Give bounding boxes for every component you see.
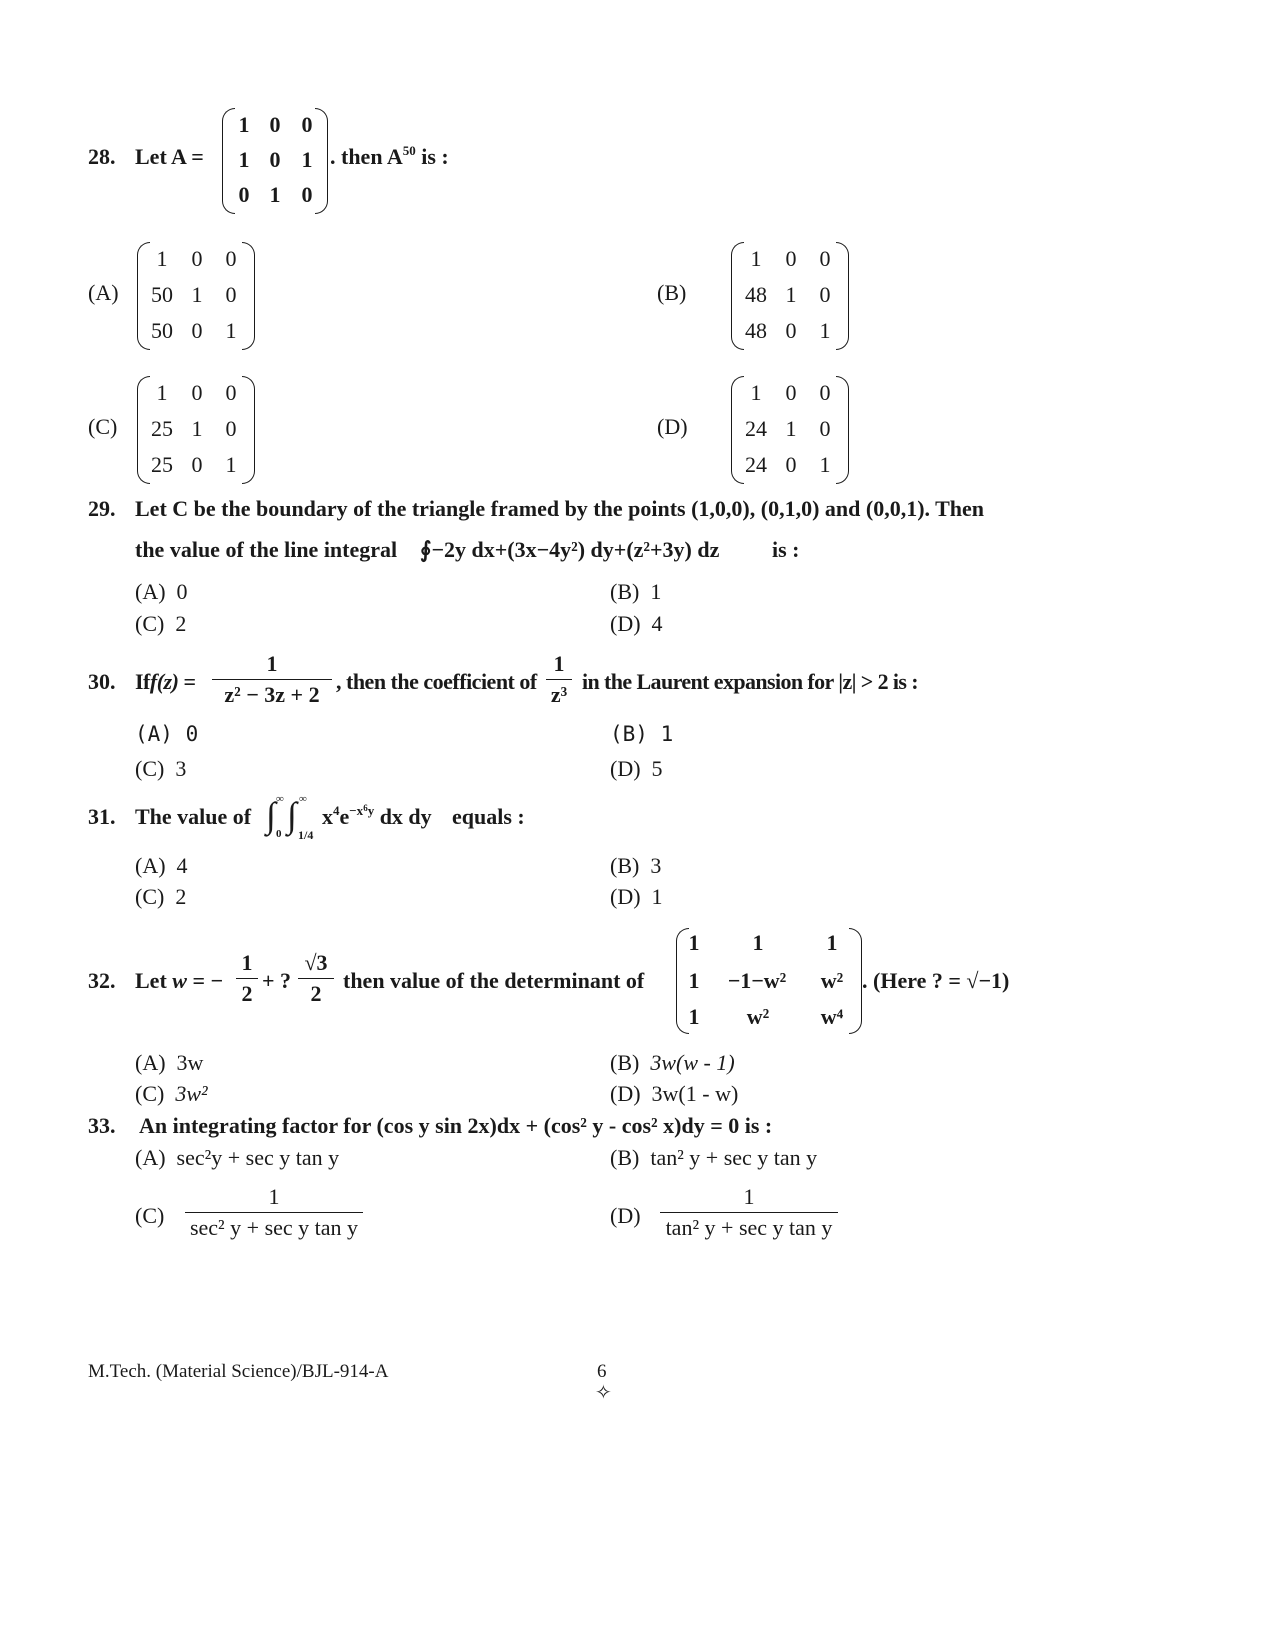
option-a: (A) 0 (135, 579, 188, 604)
option-d-fraction (660, 1184, 838, 1241)
option-c: (C) 2 (135, 611, 187, 636)
matrix-cell: 1 (750, 380, 762, 405)
option-label: (A) (88, 280, 119, 305)
fraction-numerator: 1 (268, 1184, 280, 1209)
option-c-fraction (185, 1184, 363, 1241)
matrix-cell: 1 (688, 1004, 700, 1029)
matrix-cell: 0 (819, 246, 831, 271)
matrix-cell: 24 (745, 416, 767, 441)
question-stem-prefix: The value of (135, 804, 252, 829)
option-d: (D) 3w(1 - w) (610, 1081, 739, 1106)
option-d-matrix (731, 376, 849, 484)
option-b: (B) 3w(w - 1) (610, 1050, 735, 1075)
matrix-cell: 1 (819, 318, 831, 343)
option-label: (D) (657, 414, 688, 439)
matrix-cell: 0 (191, 318, 203, 343)
matrix-cell: 0 (819, 416, 831, 441)
option-b: (B) 1 (610, 579, 662, 604)
matrix-cell: 0 (819, 282, 831, 307)
matrix-cell: w² (820, 968, 844, 993)
fraction-numerator: 1 (241, 950, 253, 975)
question-number: 33. (88, 1113, 116, 1138)
option-d: (D) 1 (610, 884, 663, 909)
page-number: 6 (597, 1361, 607, 1382)
matrix-cell: 1 (785, 416, 797, 441)
option-label: (B) (657, 280, 687, 305)
option-c-matrix (137, 376, 255, 484)
question-stem-mid: , then the coefficient of (336, 669, 537, 694)
fraction-numerator: √3 (304, 950, 328, 975)
matrix-cell: 1 (225, 452, 237, 477)
matrix-cell: 0 (191, 246, 203, 271)
matrix-cell: 1 (301, 147, 313, 172)
integrand: $x^4e^{-x^6y}$ dx dy (322, 803, 432, 829)
question-stem-line2: the value of the line integral (135, 537, 398, 562)
matrix-cell: w² (746, 1004, 770, 1029)
matrix-cell: 1 (225, 318, 237, 343)
matrix-cell: 0 (191, 452, 203, 477)
fraction-denominator: 2 (241, 981, 253, 1006)
option-label: (C) (135, 1203, 165, 1228)
matrix-cell: 1 (826, 930, 838, 955)
plus-i: + ? (262, 968, 292, 993)
fraction-f (212, 651, 332, 708)
fraction-denominator: z² − 3z + 2 (224, 682, 320, 707)
matrix-cell: 0 (785, 318, 797, 343)
determinant-matrix (676, 928, 862, 1034)
matrix-cell: 1 (688, 968, 700, 993)
matrix-cell: 50 (151, 282, 173, 307)
integral-lower-limit: 1/4 (298, 828, 314, 842)
matrix-cell: 0 (785, 380, 797, 405)
integral-sign: ∫ (287, 795, 297, 835)
option-a-matrix (137, 242, 255, 350)
matrix-cell: 1 (191, 416, 203, 441)
matrix-cell: 25 (151, 416, 173, 441)
question-stem-end: in the Laurent expansion for |z| > 2 is : (582, 669, 919, 694)
matrix-cell: 0 (785, 246, 797, 271)
matrix-cell: 1 (238, 112, 250, 137)
matrix-cell: 1 (269, 182, 281, 207)
integral-upper-limit: ∞ (276, 793, 284, 805)
option-c: (C) 3w² (135, 1081, 208, 1106)
question-stem-suffix: . then $A^{50}$ is : (330, 143, 449, 169)
exam-code: M.Tech. (Material Science)/BJL-914-A (88, 1361, 389, 1382)
matrix-cell: 48 (745, 282, 767, 307)
matrix-cell: 0 (301, 112, 313, 137)
question-stem-mid: then value of the determinant of (343, 968, 645, 993)
option-d: (D) 4 (610, 611, 663, 636)
option-c: (C) 2 (135, 884, 187, 909)
option-label: (D) (610, 1203, 641, 1228)
integral-sign: ∫ (266, 795, 276, 835)
option-b: (B) 3 (610, 853, 662, 878)
question-stem-prefix: Let w = − (135, 968, 224, 993)
option-a: (A) 3w (135, 1050, 204, 1075)
matrix-cell: 0 (225, 380, 237, 405)
fraction-numerator: 1 (553, 651, 565, 676)
matrix-cell: 0 (785, 452, 797, 477)
question-number: 32. (88, 968, 116, 993)
question-number: 29. (88, 496, 116, 521)
fraction-denominator: tan² y + sec y tan y (665, 1215, 833, 1240)
question-stem-line1: Let C be the boundary of the triangle framed by the points (1,0,0), (0,1,0) and (0,0,1). Then (135, 496, 985, 521)
line-integral-expression: ∮−2y dx+(3x−4y²) dy+(z²+3y) dz (420, 537, 720, 562)
star-ornament-icon: ✧ (595, 1380, 612, 1404)
matrix-cell: 24 (745, 452, 767, 477)
matrix-cell: 1 (191, 282, 203, 307)
question-stem-end: equals : (452, 804, 525, 829)
fraction-denominator: 2 (310, 981, 322, 1006)
option-b: (B) tan² y + sec y tan y (610, 1145, 818, 1170)
option-label: (C) (88, 414, 118, 439)
fraction-numerator: 1 (743, 1184, 755, 1209)
matrix-cell: 0 (191, 380, 203, 405)
matrix-cell: w⁴ (820, 1004, 844, 1029)
matrix-cell: 0 (238, 182, 250, 207)
matrix-a (222, 108, 328, 214)
fraction-root3 (298, 950, 334, 1007)
question-number: 28. (88, 144, 116, 169)
integral-upper-limit: ∞ (299, 793, 307, 805)
option-b: (B) 1 (610, 722, 674, 746)
matrix-cell: 1 (752, 930, 764, 955)
question-stem-end: . (Here ? = √−1) (862, 968, 1010, 993)
question-number: 30. (88, 669, 116, 694)
question-stem-prefix: Iff(z) = (135, 669, 196, 694)
question-stem: An integrating factor for (cos y sin 2x)dx + (cos² y - cos² x)dy = 0 is : (139, 1113, 773, 1138)
fraction-denominator: sec² y + sec y tan y (189, 1215, 359, 1240)
matrix-cell: 1 (750, 246, 762, 271)
matrix-cell: 0 (269, 147, 281, 172)
matrix-cell: 1 (156, 246, 168, 271)
integral-lower-limit: 0 (276, 828, 282, 840)
matrix-cell: 1 (785, 282, 797, 307)
matrix-cell: 1 (238, 147, 250, 172)
matrix-cell: 1 (819, 452, 831, 477)
option-a: (A) sec²y + sec y tan y (135, 1145, 340, 1170)
matrix-cell: 25 (151, 452, 173, 477)
matrix-cell: 0 (225, 416, 237, 441)
option-a: (A) 0 (135, 722, 199, 746)
fraction-numerator: 1 (266, 651, 278, 676)
matrix-cell: 48 (745, 318, 767, 343)
question-stem-end: is : (772, 537, 800, 562)
option-c: (C) 3 (135, 756, 187, 781)
option-a: (A) 4 (135, 853, 188, 878)
matrix-cell: 0 (301, 182, 313, 207)
matrix-cell: 1 (156, 380, 168, 405)
option-d: (D) 5 (610, 756, 663, 781)
matrix-cell: 0 (819, 380, 831, 405)
fraction-half (236, 950, 258, 1007)
question-stem-prefix: Let A = (135, 144, 204, 169)
matrix-cell: 50 (151, 318, 173, 343)
matrix-cell: 0 (225, 246, 237, 271)
matrix-cell: −1−w² (727, 968, 787, 993)
option-b-matrix (731, 242, 849, 350)
matrix-cell: 0 (225, 282, 237, 307)
matrix-cell: 0 (269, 112, 281, 137)
matrix-cell: 1 (688, 930, 700, 955)
question-number: 31. (88, 804, 116, 829)
fraction-denominator: z³ (550, 682, 568, 707)
fraction-coefficient (546, 651, 572, 708)
